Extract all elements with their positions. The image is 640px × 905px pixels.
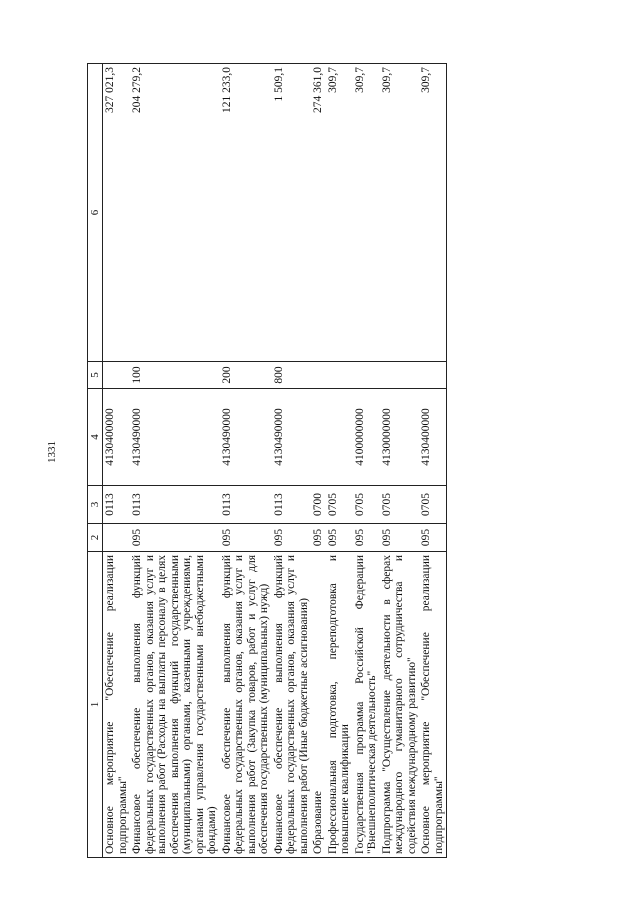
row-ministry: 095: [272, 524, 312, 552]
row-name: Финансовое обеспечение выполнения функций федеральных государственных органов, оказания услуг и выполнения работ (Иные бюджетные ассигнования): [272, 552, 312, 858]
row-name: Профессиональная подготовка, переподготовка и повышение квалификации: [326, 552, 353, 858]
row-name: Образование: [311, 552, 326, 858]
row-target: 4130400000: [103, 389, 131, 486]
row-ministry: 095: [353, 524, 380, 552]
table-row: [353, 64, 380, 858]
row-type: [103, 362, 131, 389]
row-name: Финансовое обеспечение выполнения функций федеральных государственных органов, оказания услуг и выполнения работ (Закупка товаров, работ и услуг для обеспечения государственных (муниципальных) нужд): [220, 552, 272, 858]
row-section: 0113: [272, 486, 312, 524]
row-section: 0113: [130, 486, 220, 524]
row-section: 0700: [311, 486, 326, 524]
row-ministry: 095: [130, 524, 220, 552]
row-target: 4130490000: [272, 389, 312, 486]
row-amount: 1 509,1: [272, 64, 312, 362]
table-row: [103, 64, 131, 858]
row-amount: 309,7: [353, 64, 380, 362]
table-row: [380, 64, 420, 858]
row-name: Государственная программа Российской Федерации "Внешнеполитическая деятельность": [353, 552, 380, 858]
table-row: [220, 64, 272, 858]
row-type: [353, 362, 380, 389]
row-section: 0113: [220, 486, 272, 524]
row-target: 4130000000: [380, 389, 420, 486]
row-section: 0113: [103, 486, 131, 524]
row-type: [326, 362, 353, 389]
table-row: [326, 64, 353, 858]
row-target: 4130400000: [419, 389, 447, 486]
col-header-5: 5: [88, 362, 103, 389]
table-row: [311, 64, 326, 858]
row-name: Финансовое обеспечение выполнения функций федеральных государственных органов, оказания услуг и выполнения работ (Расходы на выплаты персоналу в целях обеспечения выполнения функций государственными (муниципальными) органами, казенными учреждениями, органами управления государственными внебюджетными фондами): [130, 552, 220, 858]
row-section: 0705: [326, 486, 353, 524]
col-header-4: 4: [88, 389, 103, 486]
row-name: Подпрограмма "Осуществление деятельности в сферах международного гуманитарного сотрудничества и содействия международному развитию": [380, 552, 420, 858]
budget-table: [87, 63, 447, 858]
col-header-6: 6: [88, 64, 103, 362]
row-amount: 327 021,3: [103, 64, 131, 362]
row-ministry: 095: [419, 524, 447, 552]
row-amount: 309,7: [380, 64, 420, 362]
row-ministry: 095: [326, 524, 353, 552]
row-name: Основное мероприятие "Обеспечение реализации подпрограммы": [103, 552, 131, 858]
rotated-table-container: [87, 64, 559, 858]
row-amount: 309,7: [326, 64, 353, 362]
row-amount: 309,7: [419, 64, 447, 362]
row-name: Основное мероприятие "Обеспечение реализации подпрограммы": [419, 552, 447, 858]
row-target: [311, 389, 326, 486]
row-amount: 204 279,2: [130, 64, 220, 362]
row-section: 0705: [419, 486, 447, 524]
col-header-3: 3: [88, 486, 103, 524]
row-ministry: 095: [380, 524, 420, 552]
row-section: 0705: [380, 486, 420, 524]
page-number: 1331: [46, 441, 58, 463]
header-row: [88, 64, 103, 858]
row-type: [419, 362, 447, 389]
row-amount: 274 361,0: [311, 64, 326, 362]
row-target: 4130490000: [130, 389, 220, 486]
row-type: [311, 362, 326, 389]
row-target: 4130490000: [220, 389, 272, 486]
table-row: [130, 64, 220, 858]
row-type: 800: [272, 362, 312, 389]
row-type: [380, 362, 420, 389]
col-header-2: 2: [88, 524, 103, 552]
row-type: 100: [130, 362, 220, 389]
row-type: 200: [220, 362, 272, 389]
table-row: [419, 64, 447, 858]
row-target: [326, 389, 353, 486]
row-section: 0705: [353, 486, 380, 524]
row-ministry: [103, 524, 131, 552]
row-ministry: 095: [311, 524, 326, 552]
row-target: 4100000000: [353, 389, 380, 486]
row-ministry: 095: [220, 524, 272, 552]
table-row: [272, 64, 312, 858]
col-header-1: 1: [88, 552, 103, 858]
row-amount: 121 233,0: [220, 64, 272, 362]
